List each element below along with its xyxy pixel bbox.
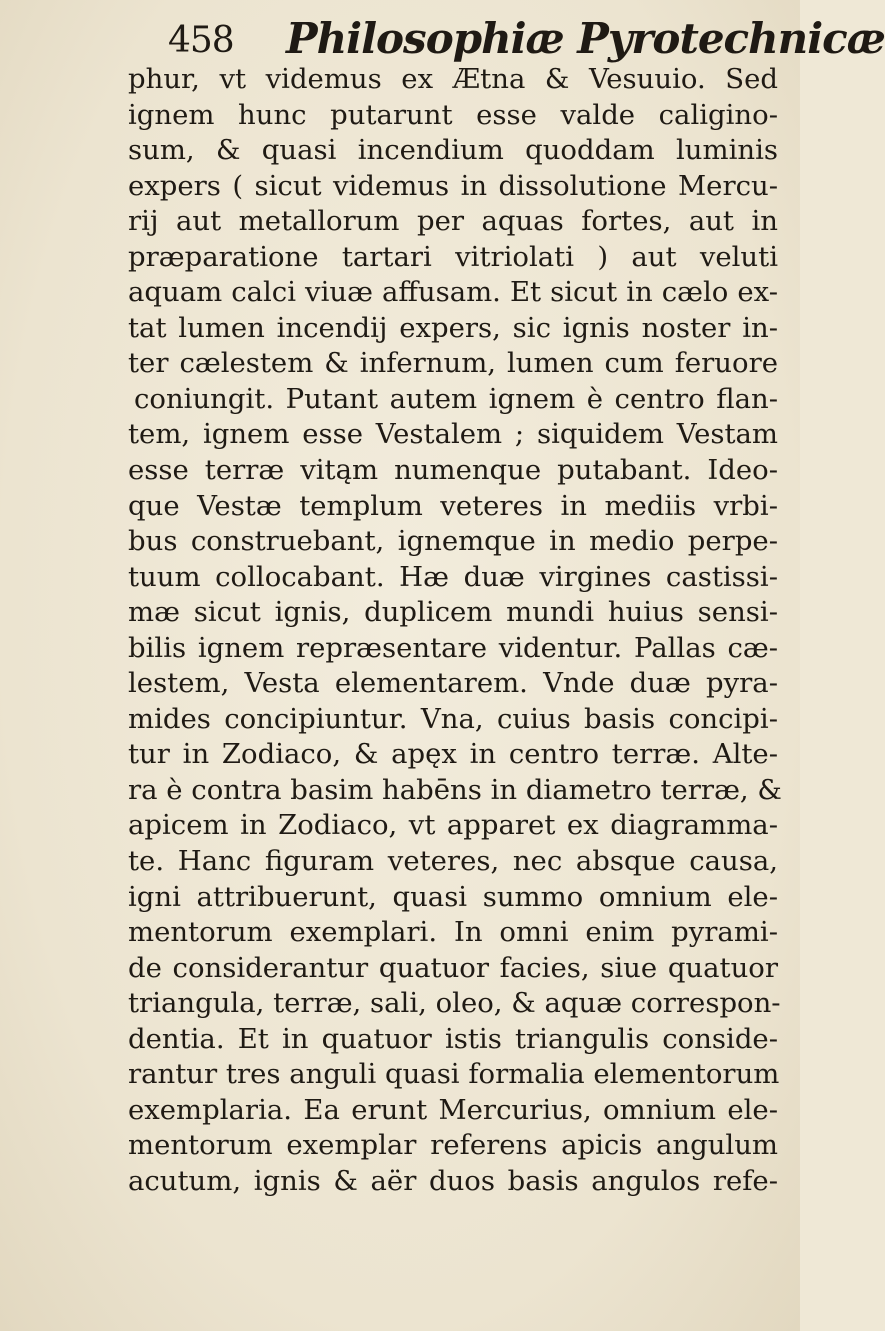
text-line: acutum, ignis & aër duos basis angulos refe- bbox=[128, 1164, 778, 1197]
text-line: mides concipiuntur. Vna, cuius basis concipi- bbox=[128, 702, 778, 735]
text-line: te. Hanc figuram veteres, nec absque causa, bbox=[128, 845, 778, 878]
text-line: expers ( sicut videmus in dissolutione Mercu- bbox=[128, 169, 778, 202]
text-line: aquam calci viuæ affusam. Et sicut in cælo ex- bbox=[128, 276, 778, 309]
text-line: phur, vt videmus ex Ætna & Vesuuio. Sed bbox=[128, 63, 778, 95]
text-line: rij aut metallorum per aquas fortes, aut in bbox=[128, 205, 778, 238]
text-line: mentorum exemplar referens apicis angulum bbox=[128, 1129, 778, 1162]
text-line: mentorum exemplari. In omni enim pyrami- bbox=[128, 916, 778, 949]
text-line: esse terræ vitąm numenque putabant. Ideo- bbox=[128, 454, 778, 487]
text-line: tuum collocabant. Hæ duæ virgines castissi- bbox=[128, 560, 778, 593]
running-title: Philosophiæ Pyrotechnicæ bbox=[286, 14, 885, 63]
text-line: bus construebant, ignemque in medio perpe- bbox=[128, 525, 778, 558]
page-header bbox=[168, 8, 885, 70]
text-line: ignem hunc putarunt esse valde caligino- bbox=[128, 98, 778, 131]
text-line: mæ sicut ignis, duplicem mundi huius sensi- bbox=[128, 596, 778, 629]
text-line: tat lumen incendij expers, sic ignis noster in- bbox=[128, 311, 778, 344]
text-line: de considerantur quatuor facies, siue quatuor bbox=[128, 951, 778, 984]
text-line: præparatione tartari vitriolati ) aut veluti bbox=[128, 240, 778, 273]
text-line: rantur tres anguli quasi formalia elementorum bbox=[128, 1058, 780, 1091]
text-line: bilis ignem repræsentare videntur. Pallas cæ- bbox=[128, 631, 778, 664]
text-line: tem, ignem esse Vestalem ; siquidem Vestam bbox=[128, 418, 778, 451]
page-number: 458 bbox=[168, 20, 234, 61]
text-line: exemplaria. Ea erunt Mercurius, omnium ele- bbox=[128, 1093, 778, 1126]
text-line: ra è contra basim habēns in diametro terræ, & bbox=[128, 773, 782, 806]
text-line: sum, & quasi incendium quoddam luminis bbox=[128, 134, 778, 167]
body-text bbox=[128, 62, 782, 1200]
text-line: igni attribuerunt, quasi summo omnium ele- bbox=[128, 880, 778, 913]
text-line: apicem in Zodiaco, vt apparet ex diagramma- bbox=[128, 809, 778, 842]
text-line: dentia. Et in quatuor istis triangulis conside- bbox=[128, 1022, 778, 1055]
text-line: lestem, Vesta elementarem. Vnde duæ pyra- bbox=[128, 667, 778, 700]
text-line: que Vestæ templum veteres in mediis vrbi- bbox=[128, 489, 778, 522]
text-line: ter cælestem & infernum, lumen cum feruore bbox=[128, 347, 778, 380]
text-line: tur in Zodiaco, & apęx in centro terræ. Alte- bbox=[128, 738, 778, 771]
text-line: coniungit. Putant autem ignem è centro flan- bbox=[134, 382, 778, 415]
text-line: triangula, terræ, sali, oleo, & aquæ correspon- bbox=[128, 987, 781, 1020]
